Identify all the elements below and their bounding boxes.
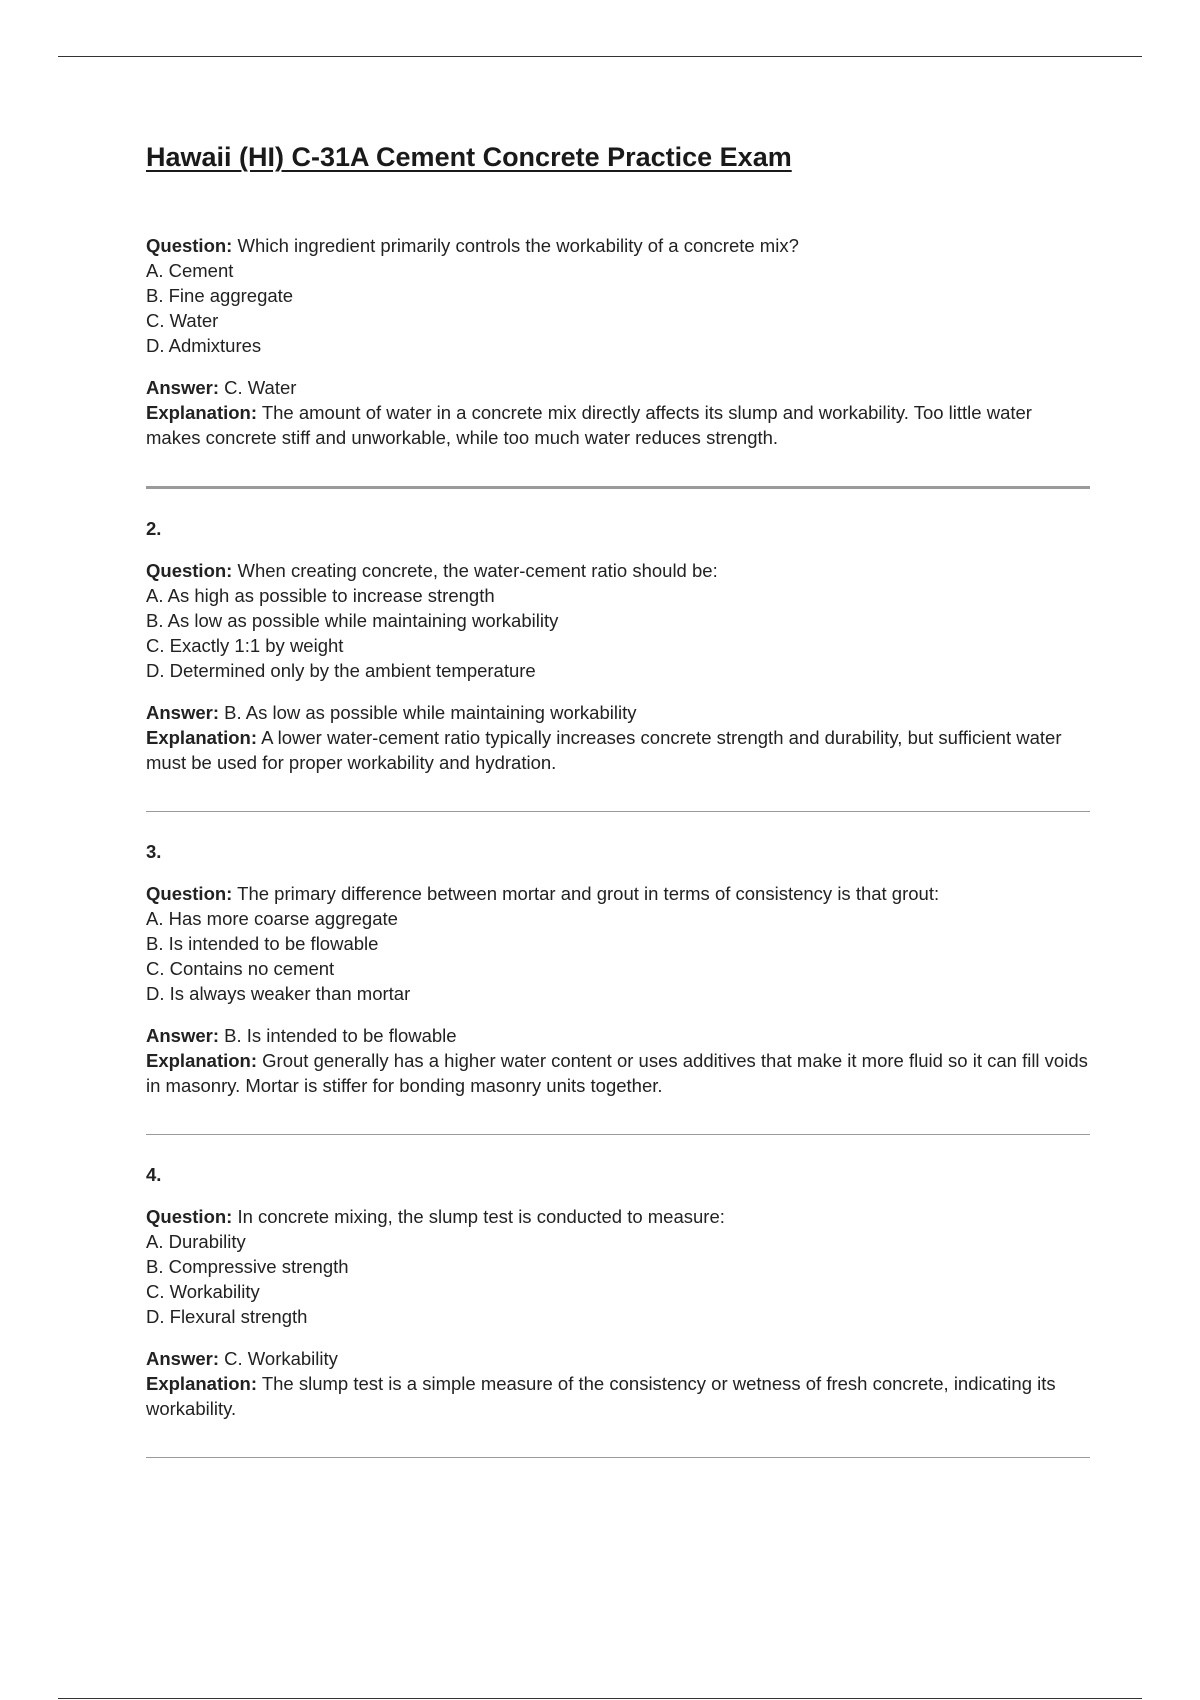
explanation-label: Explanation: <box>146 1050 258 1072</box>
question-list <box>146 233 1090 1458</box>
question-label: Question: <box>146 883 233 905</box>
question-block <box>146 839 1090 1098</box>
question-number: 2. <box>146 518 162 540</box>
answer-option: B. Is intended to be flowable <box>146 933 379 955</box>
answer-option: C. Workability <box>146 1281 260 1303</box>
question-block <box>146 1162 1090 1421</box>
question-text: Which ingredient primarily controls the workability of a concrete mix? <box>237 235 799 257</box>
explanation-text: Grout generally has a higher water content or uses additives that make it more fluid so it can fill voids in masonry. Mortar is stiffer for bonding masonry units together. <box>146 1050 1088 1097</box>
answer-option: D. Flexural strength <box>146 1306 308 1328</box>
explanation-line <box>146 400 1090 450</box>
answer-option: C. Contains no cement <box>146 958 335 980</box>
question-label: Question: <box>146 1206 233 1228</box>
answer-option: D. Determined only by the ambient temperature <box>146 660 536 682</box>
answer-label: Answer: <box>146 1025 219 1047</box>
explanation-line <box>146 725 1090 775</box>
answer-label: Answer: <box>146 702 219 724</box>
question-text-line <box>146 881 1090 906</box>
explanation-line <box>146 1048 1090 1098</box>
question-label: Question: <box>146 560 233 582</box>
section-divider <box>146 1134 1090 1135</box>
answer-option: D. Is always weaker than mortar <box>146 983 411 1005</box>
question-text: The primary difference between mortar and grout in terms of consistency is that grout: <box>237 883 940 905</box>
question-text-line <box>146 1204 1090 1229</box>
answer-label: Answer: <box>146 1348 219 1370</box>
explanation-text: The slump test is a simple measure of the consistency or wetness of fresh concrete, indicating its workability. <box>146 1373 1056 1420</box>
answer-option: A. Cement <box>146 260 234 282</box>
question-number: 3. <box>146 841 162 863</box>
question-text: When creating concrete, the water-cement ratio should be: <box>237 560 718 582</box>
answer-option: D. Admixtures <box>146 335 262 357</box>
page-title: Hawaii (HI) C-31A Cement Concrete Practice Exam <box>146 142 792 172</box>
explanation-line <box>146 1371 1090 1421</box>
question-block <box>146 516 1090 775</box>
document-body <box>146 140 1090 1485</box>
answer-text: C. Water <box>224 377 297 399</box>
question-text-line <box>146 558 1090 583</box>
answer-line <box>146 1346 1090 1371</box>
answer-label: Answer: <box>146 377 219 399</box>
answer-options <box>146 1229 1090 1329</box>
answer-options <box>146 906 1090 1006</box>
answer-text: B. Is intended to be flowable <box>224 1025 457 1047</box>
page-bottom-rule <box>58 1698 1142 1699</box>
answer-option: A. Has more coarse aggregate <box>146 908 398 930</box>
answer-option: C. Exactly 1:1 by weight <box>146 635 344 657</box>
answer-option: A. As high as possible to increase strength <box>146 585 495 607</box>
question-label: Question: <box>146 235 233 257</box>
answer-text: C. Workability <box>224 1348 338 1370</box>
answer-option: B. Compressive strength <box>146 1256 349 1278</box>
answer-line <box>146 700 1090 725</box>
answer-text: B. As low as possible while maintaining workability <box>224 702 637 724</box>
explanation-label: Explanation: <box>146 1373 258 1395</box>
answer-option: C. Water <box>146 310 219 332</box>
section-divider <box>146 811 1090 812</box>
answer-line <box>146 375 1090 400</box>
question-number: 4. <box>146 1164 162 1186</box>
answer-option: B. As low as possible while maintaining workability <box>146 610 559 632</box>
explanation-text: A lower water-cement ratio typically increases concrete strength and durability, but sufficient water must be used for proper workability and hydration. <box>146 727 1062 774</box>
page-top-rule <box>58 56 1142 57</box>
explanation-label: Explanation: <box>146 727 258 749</box>
section-divider <box>146 1457 1090 1458</box>
explanation-text: The amount of water in a concrete mix directly affects its slump and workability. Too little water makes concrete stiff and unworkable, while too much water reduces strength. <box>146 402 1032 449</box>
explanation-label: Explanation: <box>146 402 258 424</box>
answer-line <box>146 1023 1090 1048</box>
question-block <box>146 233 1090 450</box>
section-divider <box>146 486 1090 489</box>
answer-options <box>146 583 1090 683</box>
question-text: In concrete mixing, the slump test is conducted to measure: <box>237 1206 725 1228</box>
answer-option: A. Durability <box>146 1231 246 1253</box>
answer-options <box>146 258 1090 358</box>
question-text-line <box>146 233 1090 258</box>
answer-option: B. Fine aggregate <box>146 285 294 307</box>
